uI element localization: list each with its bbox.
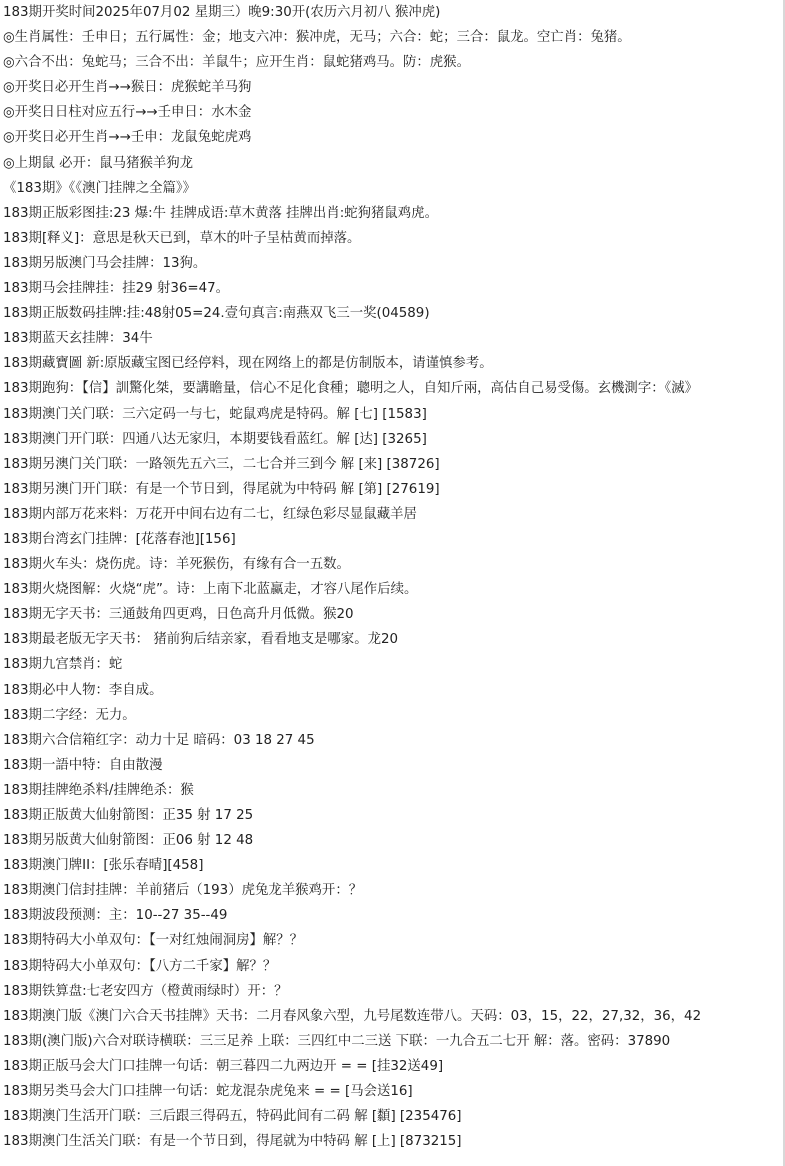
text-line: 183期挂牌绝杀料/挂牌绝杀：猴 [3, 782, 194, 798]
text-line: 183期澳门版《澳门六合天书挂牌》天书：二月春风象六型，九号尾数连带八。天码：03，15，22，27,32，36，42 [3, 1008, 702, 1024]
text-line: 183期必中人物：李自成。 [3, 682, 163, 698]
text-line: ◎六合不出：兔蛇马；三合不出：羊鼠牛；应开生肖：鼠蛇猪鸡马。防：虎猴。 [3, 55, 470, 71]
text-line: 183期二字经：无力。 [3, 707, 136, 723]
text-line: ◎上期鼠 必开：鼠马猪猴羊狗龙 [3, 155, 194, 171]
text-line: 183期澳门信封挂牌：羊前猪后（193）虎兔龙羊猴鸡开：？ [3, 883, 363, 899]
text-line: ◎开奖日必开生肖→→猴日：虎猴蛇羊马狗 [3, 80, 252, 96]
text-line: 183期六合信箱红字：动力十足 暗码：03 18 27 45 [3, 732, 315, 748]
text-line: 183期波段预测：主：10--27 35--49 [3, 908, 228, 924]
text-line: 183期[释义]：意思是秋天已到，草木的叶子呈枯黄而掉落。 [3, 230, 361, 246]
text-line: 183期火车头：烧伤虎。诗：羊死猴伤，有缘有合一五数。 [3, 557, 350, 573]
text-line: 183期开奖时间2025年07月02 星期三）晚9:30开(农历六月初八 猴冲虎) [3, 5, 441, 20]
text-line: 183期另澳门关门联：一路领先五六三，二七合并三到今 解 [来] [38726] [3, 456, 440, 472]
text-line: 183期正版数码挂牌:挂:48射05=24.壹句真言:南燕双飞三一奖(04589) [3, 306, 430, 322]
text-line: 183期澳门生活关门联：有是一个节日到，得尾就为中特码 解 [上] [873215] [3, 1134, 462, 1150]
text-line: 183期正版彩图挂:23 爆:牛 挂牌成语:草木黄落 挂牌出肖:蛇狗猪鼠鸡虎。 [3, 205, 438, 221]
text-line: 183期藏寶圖 新:原版藏宝图已经停料，现在网络上的都是仿制版本，请谨慎参考。 [3, 356, 493, 372]
text-line: 183期特码大小单双句：【一对红烛闹洞房】解？？ [3, 933, 304, 949]
text-line: 183期澳门开门联：四通八达无家归，本期要钱看蓝红。解 [达] [3265] [3, 431, 427, 447]
text-line: 183期(澳门版)六合对联诗横联：三三足养 上联：三四红中二三送 下联：一九合五二七开 解：落。密码：37890 [3, 1033, 671, 1049]
text-line: 183期另类马会大门口挂牌一句话：蛇龙混杂虎兔来 = = [马会送16] [3, 1084, 413, 1100]
text-line: 183期另版澳门马会挂牌：13狗。 [3, 255, 207, 271]
text-line: 183期马会挂牌挂：挂29 射36=47。 [3, 281, 230, 297]
text-line: 183期另版黄大仙射箭图：正06 射 12 48 [3, 833, 254, 849]
text-line: 183期一語中特：自由散漫 [3, 757, 163, 773]
text-line: 183期铁算盘:七老安四方（橙黄雨绿时）开：？ [3, 983, 288, 999]
text-line: 183期无字天书：三通鼓角四更鸡，日色高升月低微。猴20 [3, 607, 354, 623]
text-line: 183期正版黄大仙射箭图：正35 射 17 25 [3, 808, 254, 823]
text-line: 183期特码大小单双句：【八方二千家】解？？ [3, 958, 277, 974]
text-line: 183期跑狗：【信】訓驚化桀，要講瞻量，信心不足化食種；聰明之人，自知斤兩，高估自己易受傷。玄機測字：《滅》 [3, 381, 699, 397]
text-line: 183期火烧图解：火烧“虎”。诗：上南下北蓝赢走，才容八尾作后续。 [3, 582, 418, 598]
text-line: ◎开奖日必开生肖→→壬申：龙鼠兔蛇虎鸡 [3, 130, 252, 146]
text-line: ◎生肖属性：壬申日；五行属性：金；地支六冲：猴冲虎，无马；六合：蛇；三合：鼠龙。空亡肖：兔猪。 [3, 30, 631, 46]
text-line: 183期台湾玄门挂牌：[花落春池][156] [3, 531, 236, 547]
text-line: ◎开奖日日柱对应五行→→壬申日：水木金 [3, 105, 252, 121]
text-line: 《183期》《《澳门挂牌之全篇》》 [3, 180, 196, 196]
text-line: 183期正版马会大门口挂牌一句话：朝三暮四二九两边开 = = [挂32送49] [3, 1058, 444, 1074]
text-line: 183期内部万花来料：万花开中间右边有二七，红绿色彩尽显鼠藏羊居 [3, 506, 417, 522]
text-line: 183期最老版无字天书： 猪前狗后结亲家，看看地支是哪家。龙20 [3, 632, 399, 648]
text-line: 183期澳门生活开门联：三后跟三得码五，特码此间有二码 解 [纇] [235476] [3, 1109, 462, 1125]
text-line: 183期澳门关门联：三六定码一与七，蛇鼠鸡虎是特码。解 [七] [1583] [3, 406, 427, 422]
text-line: 183期另澳门开门联：有是一个节日到，得尾就为中特码 解 [第] [27619] [3, 481, 440, 497]
text-line: 183期蓝天玄挂牌：34牛 [3, 331, 153, 347]
text-line: 183期九宫禁肖：蛇 [3, 657, 123, 673]
text-line: 183期澳门牌II：[张乐春晴][458] [3, 858, 204, 874]
